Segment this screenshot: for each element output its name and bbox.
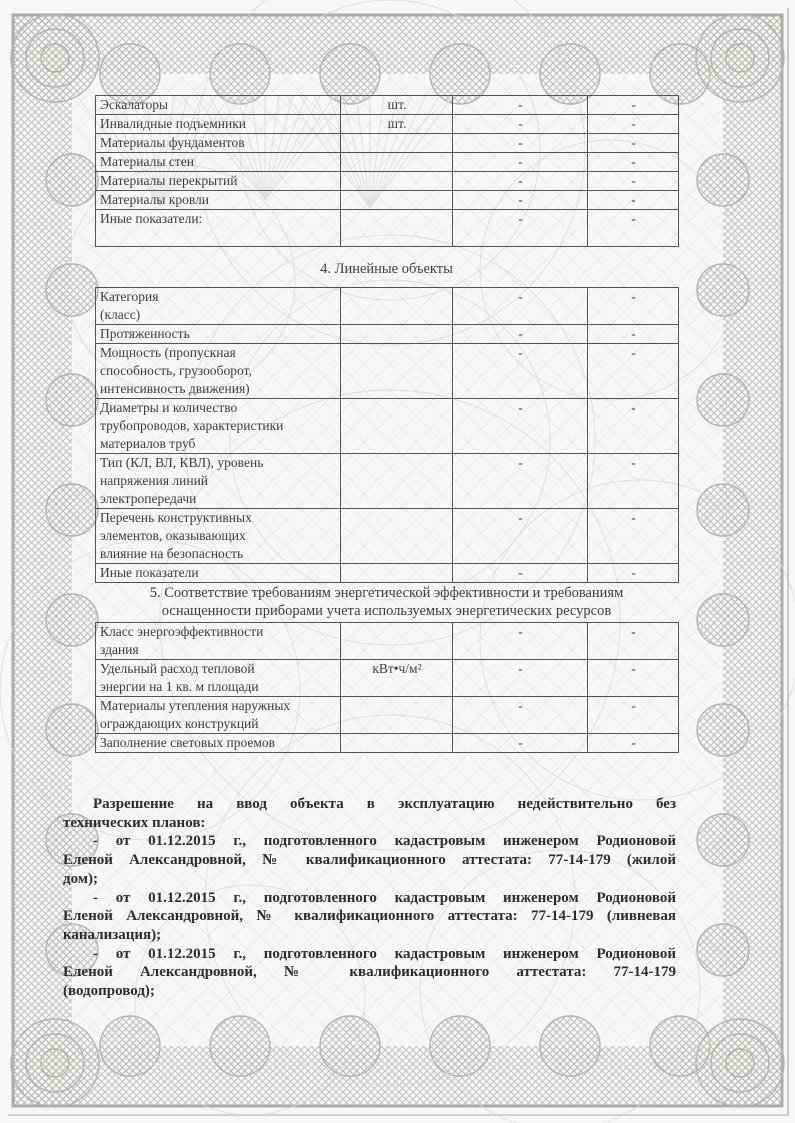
cell-value-1: - xyxy=(453,399,588,454)
cell-unit xyxy=(341,344,453,399)
cell-unit xyxy=(341,399,453,454)
cell-indicator: Инвалидные подъемники xyxy=(96,115,341,134)
cell-value-2: - xyxy=(588,454,679,509)
cell-unit xyxy=(341,172,453,191)
cell-unit xyxy=(341,623,453,660)
table-row xyxy=(96,697,679,734)
cell-unit xyxy=(341,210,453,247)
table-row xyxy=(96,153,679,172)
cell-indicator: Мощность (пропускная способность, грузооборот, интенсивность движения) xyxy=(96,344,341,399)
cell-value-1: - xyxy=(453,153,588,172)
cell-value-2: - xyxy=(588,115,679,134)
table-row xyxy=(96,734,679,753)
cell-value-2: - xyxy=(588,210,679,247)
footer-line: канализация); xyxy=(63,926,162,943)
table-row xyxy=(96,191,679,210)
cell-value-1: - xyxy=(453,134,588,153)
cell-value-2: - xyxy=(588,660,679,697)
footer-line: дом); xyxy=(63,870,99,887)
cell-unit: кВт•ч/м² xyxy=(341,660,453,697)
cell-unit xyxy=(341,564,453,583)
table-row xyxy=(96,325,679,344)
cell-value-1: - xyxy=(453,325,588,344)
footer-line: - от 01.12.2015 г., подготовленного кадастровым инженером Родионовой xyxy=(93,889,676,906)
table-row xyxy=(96,344,679,399)
footer-line: Еленой Александровной, № квалификационного аттестата: 77-14-179 (ливневая xyxy=(63,908,676,925)
table-row xyxy=(96,509,679,564)
cell-indicator: Класс энергоэффективности здания xyxy=(96,623,341,660)
cell-unit: шт. xyxy=(341,115,453,134)
cell-indicator: Диаметры и количество трубопроводов, характеристики материалов труб xyxy=(96,399,341,454)
table-section3-continued xyxy=(95,95,679,247)
table-row xyxy=(96,623,679,660)
footer-line: - от 01.12.2015 г., подготовленного кадастровым инженером Родионовой xyxy=(93,833,676,850)
cell-unit xyxy=(341,734,453,753)
cell-value-1: - xyxy=(453,509,588,564)
cell-value-2: - xyxy=(588,734,679,753)
footer-paragraphs xyxy=(63,795,676,1001)
table-row xyxy=(96,454,679,509)
section4-title: 4. Линейные объекты xyxy=(320,261,453,277)
table-row xyxy=(96,660,679,697)
cell-indicator: Иные показатели xyxy=(96,564,341,583)
cell-value-2: - xyxy=(588,564,679,583)
cell-unit xyxy=(341,697,453,734)
cell-value-2: - xyxy=(588,134,679,153)
cell-value-1: - xyxy=(453,734,588,753)
table-row xyxy=(96,172,679,191)
cell-indicator: Материалы кровли xyxy=(96,191,341,210)
cell-value-1: - xyxy=(453,697,588,734)
cell-unit xyxy=(341,288,453,325)
cell-indicator: Материалы фундаментов xyxy=(96,134,341,153)
section5-title: 5. Соответствие требованиям энергетической эффективности и требованиям оснащенности приборами учета используемых энергетических ресурсов xyxy=(149,585,624,619)
footer-line: Разрешение на ввод объекта в эксплуатацию недействительно без xyxy=(93,796,676,812)
cell-value-1: - xyxy=(453,288,588,325)
cell-value-1: - xyxy=(453,115,588,134)
cell-value-1: - xyxy=(453,623,588,660)
cell-indicator: Категория (класс) xyxy=(96,288,341,325)
table-row xyxy=(96,115,679,134)
table-row xyxy=(96,288,679,325)
cell-unit xyxy=(341,454,453,509)
cell-value-2: - xyxy=(588,623,679,660)
cell-unit: шт. xyxy=(341,96,453,115)
cell-value-1: - xyxy=(453,660,588,697)
footer-line: технических планов: xyxy=(63,814,206,831)
cell-indicator: Протяженность xyxy=(96,325,341,344)
cell-indicator: Материалы стен xyxy=(96,153,341,172)
cell-value-2: - xyxy=(588,288,679,325)
cell-value-1: - xyxy=(453,344,588,399)
footer-line: Еленой Александровной, № квалификационного аттестата: 77-14-179 (жилой xyxy=(63,852,676,869)
table-row xyxy=(96,96,679,115)
footer-line: - от 01.12.2015 г., подготовленного кадастровым инженером Родионовой xyxy=(93,945,676,962)
table-section5-energy-efficiency xyxy=(95,622,679,753)
cell-indicator: Перечень конструктивных элементов, оказывающих влияние на безопасность xyxy=(96,509,341,564)
table-row xyxy=(96,210,679,247)
cell-value-2: - xyxy=(588,399,679,454)
cell-unit xyxy=(341,325,453,344)
table-section4-linear-objects xyxy=(95,287,679,583)
cell-value-1: - xyxy=(453,191,588,210)
cell-indicator: Материалы перекрытий xyxy=(96,172,341,191)
cell-value-1: - xyxy=(453,210,588,247)
cell-unit xyxy=(341,509,453,564)
cell-unit xyxy=(341,134,453,153)
cell-indicator: Удельный расход тепловой энергии на 1 кв. м площади xyxy=(96,660,341,697)
cell-value-2: - xyxy=(588,191,679,210)
cell-indicator: Эскалаторы xyxy=(96,96,341,115)
cell-value-2: - xyxy=(588,153,679,172)
cell-indicator: Материалы утепления наружных ограждающих конструкций xyxy=(96,697,341,734)
cell-value-1: - xyxy=(453,564,588,583)
cell-value-1: - xyxy=(453,172,588,191)
cell-value-2: - xyxy=(588,96,679,115)
cell-value-2: - xyxy=(588,697,679,734)
cell-value-2: - xyxy=(588,344,679,399)
table-row xyxy=(96,564,679,583)
cell-indicator: Заполнение световых проемов xyxy=(96,734,341,753)
cell-value-2: - xyxy=(588,325,679,344)
cell-indicator: Тип (КЛ, ВЛ, КВЛ), уровень напряжения линий электропередачи xyxy=(96,454,341,509)
cell-indicator: Иные показатели: xyxy=(96,210,341,247)
cell-unit xyxy=(341,191,453,210)
cell-value-1: - xyxy=(453,454,588,509)
cell-value-2: - xyxy=(588,172,679,191)
cell-unit xyxy=(341,153,453,172)
cell-value-1: - xyxy=(453,96,588,115)
cell-value-2: - xyxy=(588,509,679,564)
footer-line: (водопровод); xyxy=(63,983,155,1000)
table-row xyxy=(96,399,679,454)
table-row xyxy=(96,134,679,153)
footer-line: Еленой Александровной, № квалификационного аттестата: 77-14-179 xyxy=(63,964,676,981)
